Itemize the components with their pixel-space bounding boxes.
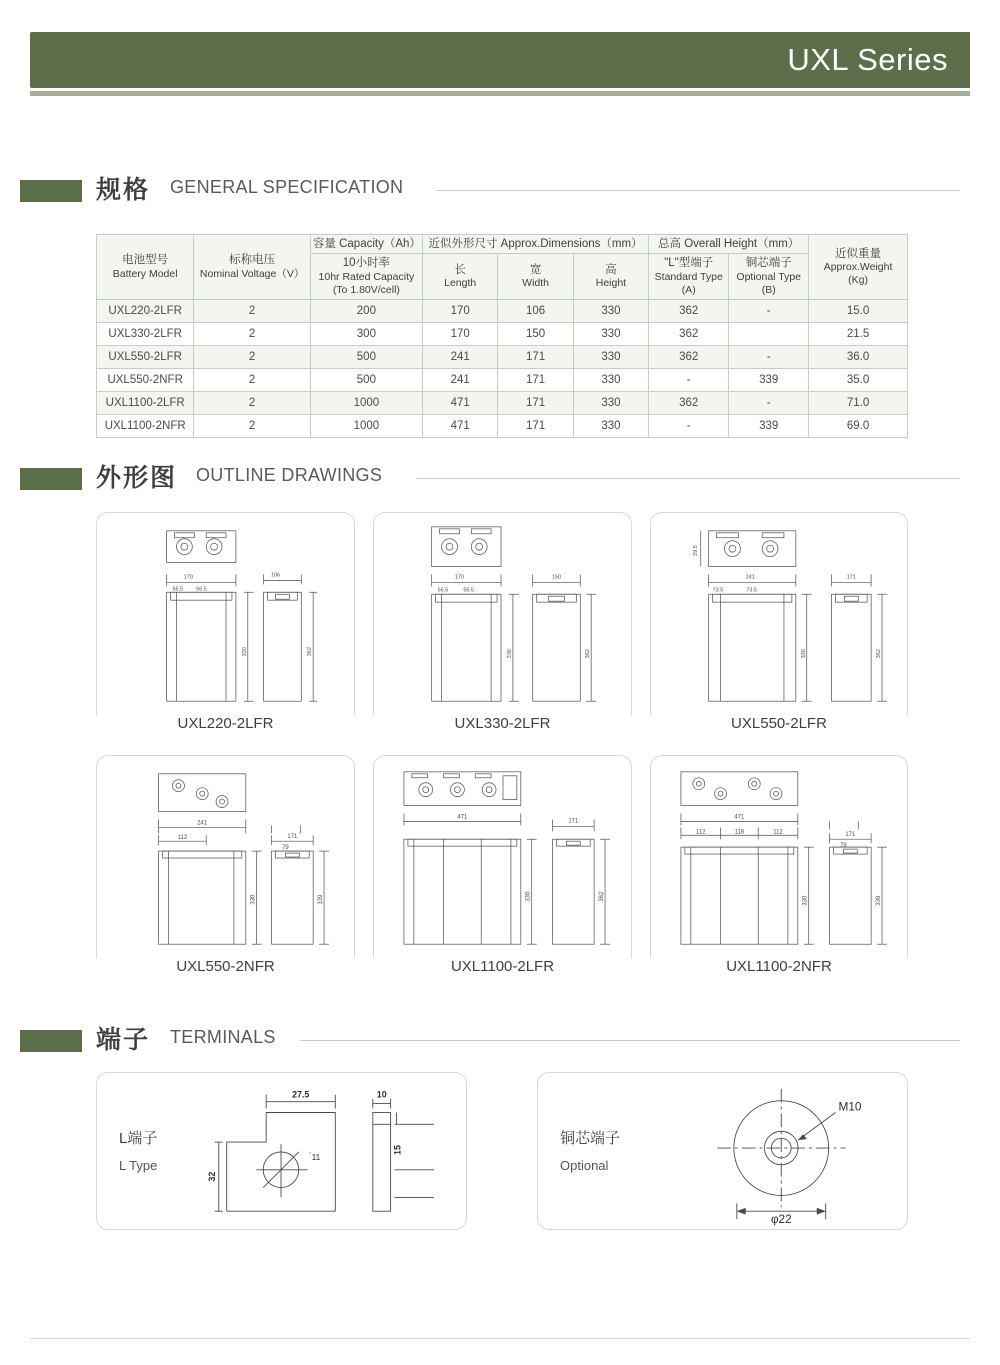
dim-side-a: 79 [282,845,289,852]
cell-height: 330 [573,323,648,346]
section-marker-block [20,1030,82,1052]
cell-voltage: 2 [194,323,311,346]
dim-top-width: 170 [183,574,193,581]
cell-optional [729,323,809,346]
dim-top-width: 241 [197,820,208,827]
outline-svg-uxl1100lfr [374,756,631,966]
specification-table [96,234,908,438]
dim-top-width: 471 [734,814,745,821]
cell-optional: 339 [729,369,809,392]
dim-top-width: 471 [457,814,468,821]
cell-weight: 71.0 [809,392,908,415]
drawing-cell-uxl550nfr [96,755,355,975]
th-dimensions-group: 近似外形尺寸 Approx.Dimensions（mm） [422,235,648,254]
cell-height: 330 [573,415,648,438]
cell-voltage: 2 [194,369,311,392]
section-title-cn: 端子 [96,1026,151,1054]
dim-height-1: 330 [506,649,513,659]
drawing-caption: UXL1100-2LFR [374,958,631,975]
section-marker-block [20,180,82,202]
drawing-caption: UXL550-2LFR [651,715,907,732]
table-row [97,323,908,346]
cell-standard: - [649,415,729,438]
cell-width: 171 [498,392,573,415]
drawing-cell-uxl330 [373,512,632,732]
cell-model: UXL330-2LFR [97,323,194,346]
dim-height-2: 339 [876,895,883,906]
cell-width: 106 [498,300,573,323]
dim-height-1: 330 [250,894,257,905]
cell-standard: 362 [649,323,729,346]
dim-top-b: 118 [734,829,745,836]
cell-standard: 362 [649,346,729,369]
dim-thread: M10 [838,1099,862,1114]
cell-length: 170 [422,323,498,346]
cell-capacity: 200 [310,300,422,323]
drawing-cell-uxl1100lfr [373,755,632,975]
th-length: 长 Length [422,254,498,300]
dim-top-width: 241 [745,574,755,581]
dim-side-width: 171 [287,834,298,841]
th-width: 宽 Width [498,254,573,300]
drawing-caption: UXL330-2LFR [374,715,631,732]
dim-top-b: 73.5 [746,587,757,594]
dim-top-a: 56.5 [172,586,184,593]
drawing-caption: UXL1100-2NFR [651,958,907,975]
cell-optional: - [729,346,809,369]
th-capacity-10hr: 10小时率 10hr Rated Capacity (To 1.80V/cell) [310,254,422,300]
outline-svg-uxl220 [97,513,354,723]
cell-voltage: 2 [194,415,311,438]
cell-capacity: 500 [310,369,422,392]
dim-side-width: 171 [568,818,579,825]
cell-length: 241 [422,369,498,392]
terminal-label-cn: L端子 [119,1130,158,1147]
cell-optional: 339 [729,415,809,438]
th-capacity-group: 容量 Capacity（Ah） [310,235,422,254]
outline-row-1 [96,512,908,732]
section-outline-drawings [0,456,1000,502]
dim-height-2: 362 [599,891,606,902]
terminal-label-l [119,1125,157,1178]
cell-model: UXL1100-2LFR [97,392,194,415]
dim-top-b: 56.5 [196,586,207,593]
cell-weight: 35.0 [809,369,908,392]
cell-standard: 362 [649,300,729,323]
dim-height-2: 362 [307,647,314,657]
dim-side-width: 171 [846,574,856,581]
outline-row-2 [96,755,908,975]
cell-width: 171 [498,415,573,438]
cell-model: UXL220-2LFR [97,300,194,323]
terminal-cell-l-type [96,1072,467,1230]
section-title-en: TERMINALS [170,1027,276,1047]
cell-model: UXL550-2NFR [97,369,194,392]
dim-height-1: 330 [241,647,248,657]
th-height: 高 Height [573,254,648,300]
section-rule [416,478,960,479]
dim-terminal-side-height: 15 [392,1145,403,1155]
cell-length: 241 [422,346,498,369]
dim-top-width: 170 [454,574,464,581]
dim-height-1: 330 [525,891,532,902]
cell-model: UXL550-2LFR [97,346,194,369]
cell-standard: 362 [649,392,729,415]
section-title-en: GENERAL SPECIFICATION [170,177,404,197]
terminals-grid [96,1072,908,1230]
cell-voltage: 2 [194,392,311,415]
header-band-shadow [30,91,970,96]
cell-weight: 36.0 [809,346,908,369]
th-optional-type: 铜芯端子 Optional Type (B) [729,254,809,300]
th-overall-height-group: 总高 Overall Height（mm） [649,235,809,254]
outline-drawings-grid-2 [96,755,908,975]
cell-length: 471 [422,392,498,415]
cell-width: 171 [498,369,573,392]
drawing-caption: UXL220-2LFR [97,715,354,732]
dim-terminal-thickness: 10 [376,1089,387,1100]
section-terminals [0,1018,1000,1064]
dim-side-width: 150 [551,574,562,581]
dim-height-1: 330 [802,895,809,906]
cell-capacity: 1000 [310,392,422,415]
dim-side-width: 106 [270,572,281,579]
cell-voltage: 2 [194,300,311,323]
terminal-label-copper [560,1125,620,1178]
outline-svg-uxl550lfr [651,513,907,723]
outline-svg-uxl1100nfr [651,756,907,966]
cell-height: 330 [573,369,648,392]
table-row [97,415,908,438]
dim-height-2: 362 [585,649,592,659]
cell-height: 330 [573,392,648,415]
cell-weight: 21.5 [809,323,908,346]
outline-drawings-grid [96,512,908,732]
terminal-label-en: L Type [119,1157,158,1173]
dim-height-2: 339 [318,894,325,905]
cell-height: 330 [573,346,648,369]
table-header-row-1 [97,235,908,254]
dim-terminal-hole: ̀11 [311,1151,321,1162]
dim-terminal-top: 27.5 [292,1089,310,1100]
table-row [97,300,908,323]
cell-capacity: 300 [310,323,422,346]
dim-top-a: 112 [696,829,706,836]
section-title-en: OUTLINE DRAWINGS [196,465,383,485]
page-title: UXL Series [787,42,948,77]
section-marker-block [20,468,82,490]
cell-width: 171 [498,346,573,369]
dim-top-a: 73.5 [712,587,724,594]
section-rule [300,1040,960,1041]
cell-standard: - [649,369,729,392]
specification-table-wrap [96,234,908,438]
cell-height: 330 [573,300,648,323]
table-row [97,392,908,415]
footer-divider [30,1338,970,1339]
drawing-cell-uxl220 [96,512,355,732]
th-standard-type: "L"型端子 Standard Type (A) [649,254,729,300]
section-title-cn: 规格 [96,176,151,204]
cell-model: UXL1100-2NFR [97,415,194,438]
dim-side-width: 171 [845,832,856,839]
dim-top-c: 112 [773,829,783,836]
th-approx-weight: 近似重量 Approx.Weight (Kg) [809,235,908,300]
terminal-cell-copper [537,1072,908,1230]
drawing-cell-uxl1100nfr [650,755,908,975]
cell-weight: 69.0 [809,415,908,438]
th-nominal-voltage: 标称电压 Nominal Voltage（V） [194,235,311,300]
page-header [0,0,1000,110]
dim-top-b: 56.5 [463,587,474,594]
drawing-caption: UXL550-2NFR [97,958,354,975]
dim-top-a: 112 [177,835,188,842]
cell-length: 170 [422,300,498,323]
outline-svg-uxl330 [374,513,631,723]
section-rule [436,190,960,191]
th-battery-model: 电池型号 Battery Model [97,235,194,300]
dim-top-a: 56.5 [437,587,449,594]
dim-height-2: 362 [876,649,883,659]
table-row [97,346,908,369]
dim-terminal-height: 32 [206,1171,217,1182]
dim-height-1: 330 [800,649,807,659]
cell-voltage: 2 [194,346,311,369]
outline-svg-uxl550nfr [97,756,354,966]
dim-side-a: 79 [840,843,847,850]
dim-diameter: φ22 [770,1212,792,1227]
cell-width: 150 [498,323,573,346]
cell-optional: - [729,300,809,323]
terminal-label-cn: 铜芯端子 [560,1130,621,1147]
drawing-cell-uxl550lfr [650,512,908,732]
terminal-label-en: Optional [560,1157,609,1173]
section-general-specification [0,168,1000,214]
cell-length: 471 [422,415,498,438]
table-row [97,369,908,392]
specification-table-body [97,300,908,438]
cell-capacity: 1000 [310,415,422,438]
cell-optional: - [729,392,809,415]
section-title-cn: 外形图 [96,464,178,492]
cell-weight: 15.0 [809,300,908,323]
cell-capacity: 500 [310,346,422,369]
dim-edge: 29.5 [692,545,699,556]
